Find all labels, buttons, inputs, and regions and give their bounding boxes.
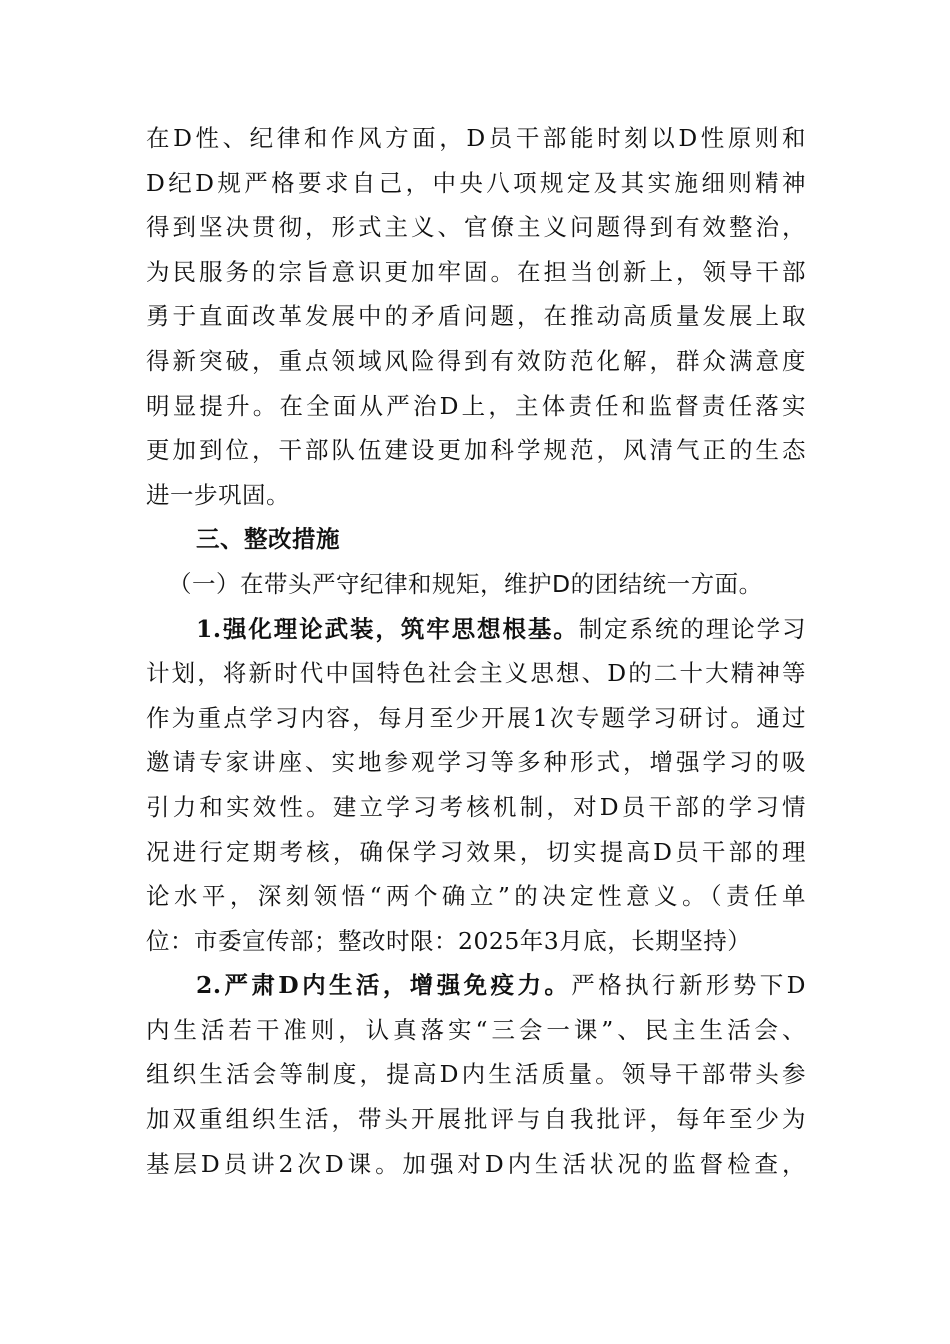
- measure-item-2: [146, 963, 806, 1186]
- paragraph-party-conduct: [146, 116, 806, 517]
- text-line: D纪D规严格要求自己，中央八项规定及其实施细则精神: [146, 168, 806, 197]
- text-line: 加双重组织生活，带头开展批评与自我批评，每年至少为: [146, 1105, 806, 1134]
- section-heading: 三、整改措施: [196, 525, 340, 554]
- text-line: 计划，将新时代中国特色社会主义思想、D的二十大精神等: [146, 659, 806, 688]
- document-body: [146, 116, 806, 1186]
- text-line: 组织生活会等制度，提高D内生活质量。领导干部带头参: [146, 1060, 806, 1089]
- text-line: 在D性、纪律和作风方面，D员干部能时刻以D性原则和: [146, 124, 806, 152]
- text-line: 基层D员讲2次D课。加强对D内生活状况的监督检查，: [146, 1149, 806, 1178]
- text-line: 进一步巩固。: [146, 480, 290, 509]
- text-run: 严格执行新形势下D: [571, 971, 806, 1000]
- subsection-heading: （一）在带头严守纪律和规矩，维护D的团结统一方面。: [168, 569, 763, 598]
- text-line: 作为重点学习内容，每月至少开展1次专题学习研讨。通过: [146, 703, 806, 732]
- text-line: 勇于直面改革发展中的矛盾问题，在推动高质量发展上取: [146, 302, 806, 331]
- item-title: 2.严肃D内生活，增强免疫力。: [196, 971, 572, 1000]
- text-line: 明显提升。在全面从严治D上，主体责任和监督责任落实: [146, 391, 806, 420]
- text-run: 制定系统的理论学习: [578, 614, 806, 643]
- text-line: 况进行定期考核，确保学习效果，切实提高D员干部的理: [146, 837, 806, 866]
- text-line: [146, 607, 806, 652]
- text-line: 为民服务的宗旨意识更加牢固。在担当创新上，领导干部: [146, 257, 806, 286]
- text-line: 引力和实效性。建立学习考核机制，对D员干部的学习情: [146, 792, 806, 821]
- text-line: 得新突破，重点领域风险得到有效防范化解，群众满意度: [146, 346, 806, 375]
- text-line: 内生活若干准则，认真落实“三会一课”、民主生活会、: [146, 1015, 806, 1044]
- text-line: [146, 963, 806, 1008]
- text-line: 邀请专家讲座、实地参观学习等多种形式，增强学习的吸: [146, 748, 806, 777]
- text-line: 更加到位，干部队伍建设更加科学规范，风清气正的生态: [146, 436, 806, 465]
- text-line: 论水平，深刻领悟“两个确立”的决定性意义。（责任单: [146, 882, 806, 911]
- item-title: 1.强化理论武装，筑牢思想根基。: [196, 614, 579, 643]
- measure-item-1: [146, 607, 806, 964]
- text-line: 得到坚决贯彻，形式主义、官僚主义问题得到有效整治，: [146, 213, 806, 242]
- text-line: 位：市委宣传部；整改时限：2025年3月底，长期坚持）: [146, 926, 752, 955]
